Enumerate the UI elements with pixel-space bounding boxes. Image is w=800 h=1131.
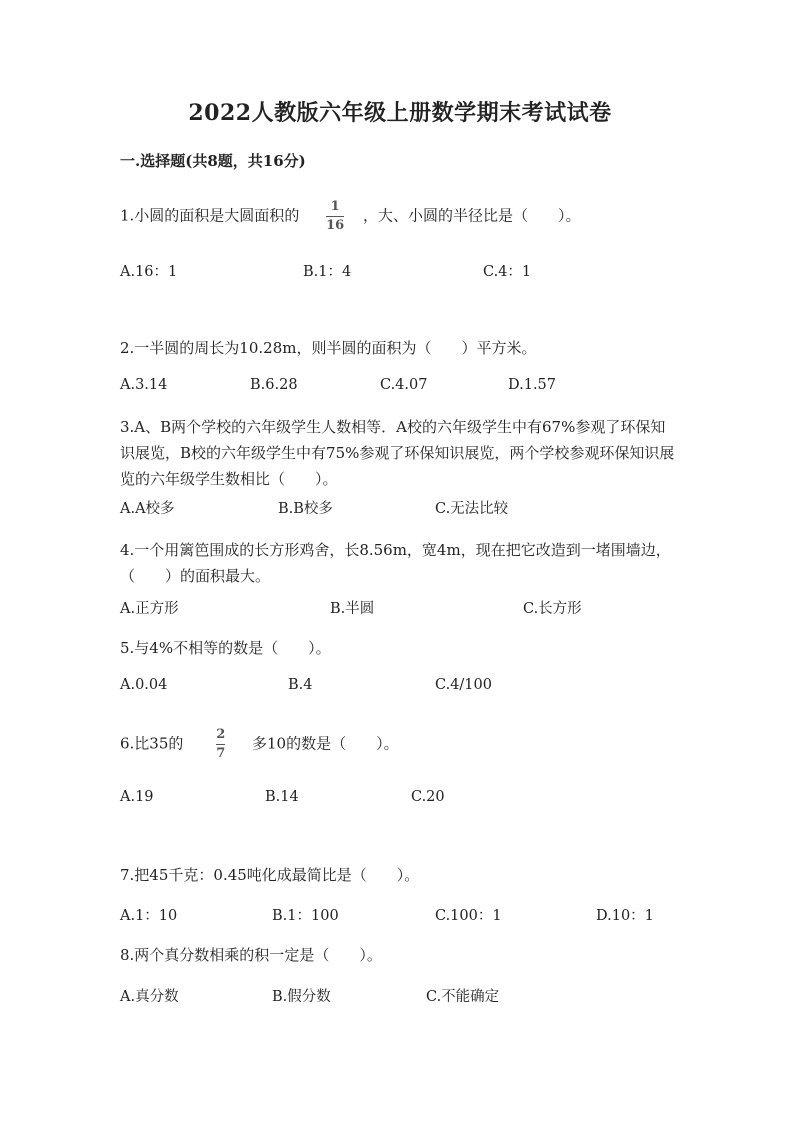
q8-option-b[interactable]: B.假分数 [272,989,331,1005]
question-6-text-after: 多10的数是（ ）。 [252,734,399,753]
question-3: 3.A、B两个学校的六年级学生人数相等．A校的六年级学生中有67%参观了环保知识展览，B校的六年级学生中有75%参观了环保知识展览，两个学校参观环保知识展览的六年级学生数相比（ ）。 [120,418,675,488]
question-8: 8.两个真分数相乘的积一定是（ ）。 [120,946,382,964]
section-heading: 一.选择题(共8题，共16分) [120,152,306,170]
question-4: 4.一个用篱笆围成的长方形鸡舍，长8.56m，宽4m，现在把它改造到一堵围墙边，（ ）的面积最大。 [120,541,671,585]
q4-option-c[interactable]: C.长方形 [523,601,582,617]
q1-option-a[interactable]: A.16：1 [120,264,178,280]
question-6-fraction [216,728,225,761]
q6-option-b[interactable]: B.14 [265,789,299,805]
fraction-numerator: 2 [216,727,226,742]
q5-option-b[interactable]: B.4 [288,677,313,693]
question-1-text-after: ，大、小圆的半径比是（ ）。 [362,206,581,225]
question-7: 7.把45千克：0.45吨化成最简比是（ ）。 [120,866,420,884]
q7-option-d[interactable]: D.10：1 [596,908,654,924]
q5-option-a[interactable]: A.0.04 [120,677,168,693]
exam-title: 2022人教版六年级上册数学期末考试试卷 [188,100,612,126]
question-2: 2.一半圆的周长为10.28m，则半圆的面积为（ ）平方米。 [120,339,537,357]
q3-option-b[interactable]: B.B校多 [278,501,333,517]
q3-option-c[interactable]: C.无法比较 [435,501,509,517]
q8-option-a[interactable]: A.真分数 [120,989,179,1005]
question-1 [120,200,581,233]
fraction-bar [216,744,225,745]
q1-option-b[interactable]: B.1：4 [303,264,352,280]
q2-option-c[interactable]: C.4.07 [380,377,428,393]
q2-option-b[interactable]: B.6.28 [250,377,298,393]
question-1-fraction [326,200,344,233]
q7-option-c[interactable]: C.100：1 [435,908,502,924]
question-6-text-before: 6.比35的 [120,734,184,753]
question-6 [120,728,399,761]
q6-option-c[interactable]: C.20 [411,789,445,805]
fraction-denominator: 16 [326,218,345,233]
q2-option-d[interactable]: D.1.57 [508,377,557,393]
question-1-text-before: 1.小圆的面积是大圆面积的 [120,206,300,225]
q7-option-b[interactable]: B.1：100 [272,908,339,924]
q6-option-a[interactable]: A.19 [120,789,154,805]
q2-option-a[interactable]: A.3.14 [120,377,168,393]
q1-option-c[interactable]: C.4：1 [483,264,532,280]
q5-option-c[interactable]: C.4/100 [435,677,492,693]
q3-option-a[interactable]: A.A校多 [120,501,175,517]
q4-option-b[interactable]: B.半圆 [330,601,375,617]
q8-option-c[interactable]: C.不能确定 [426,989,500,1005]
fraction-bar [326,216,344,217]
q4-option-a[interactable]: A.正方形 [120,601,179,617]
fraction-denominator: 7 [216,746,226,761]
question-5: 5.与4%不相等的数是（ ）。 [120,639,331,657]
fraction-numerator: 1 [330,199,340,214]
q7-option-a[interactable]: A.1：10 [120,908,178,924]
